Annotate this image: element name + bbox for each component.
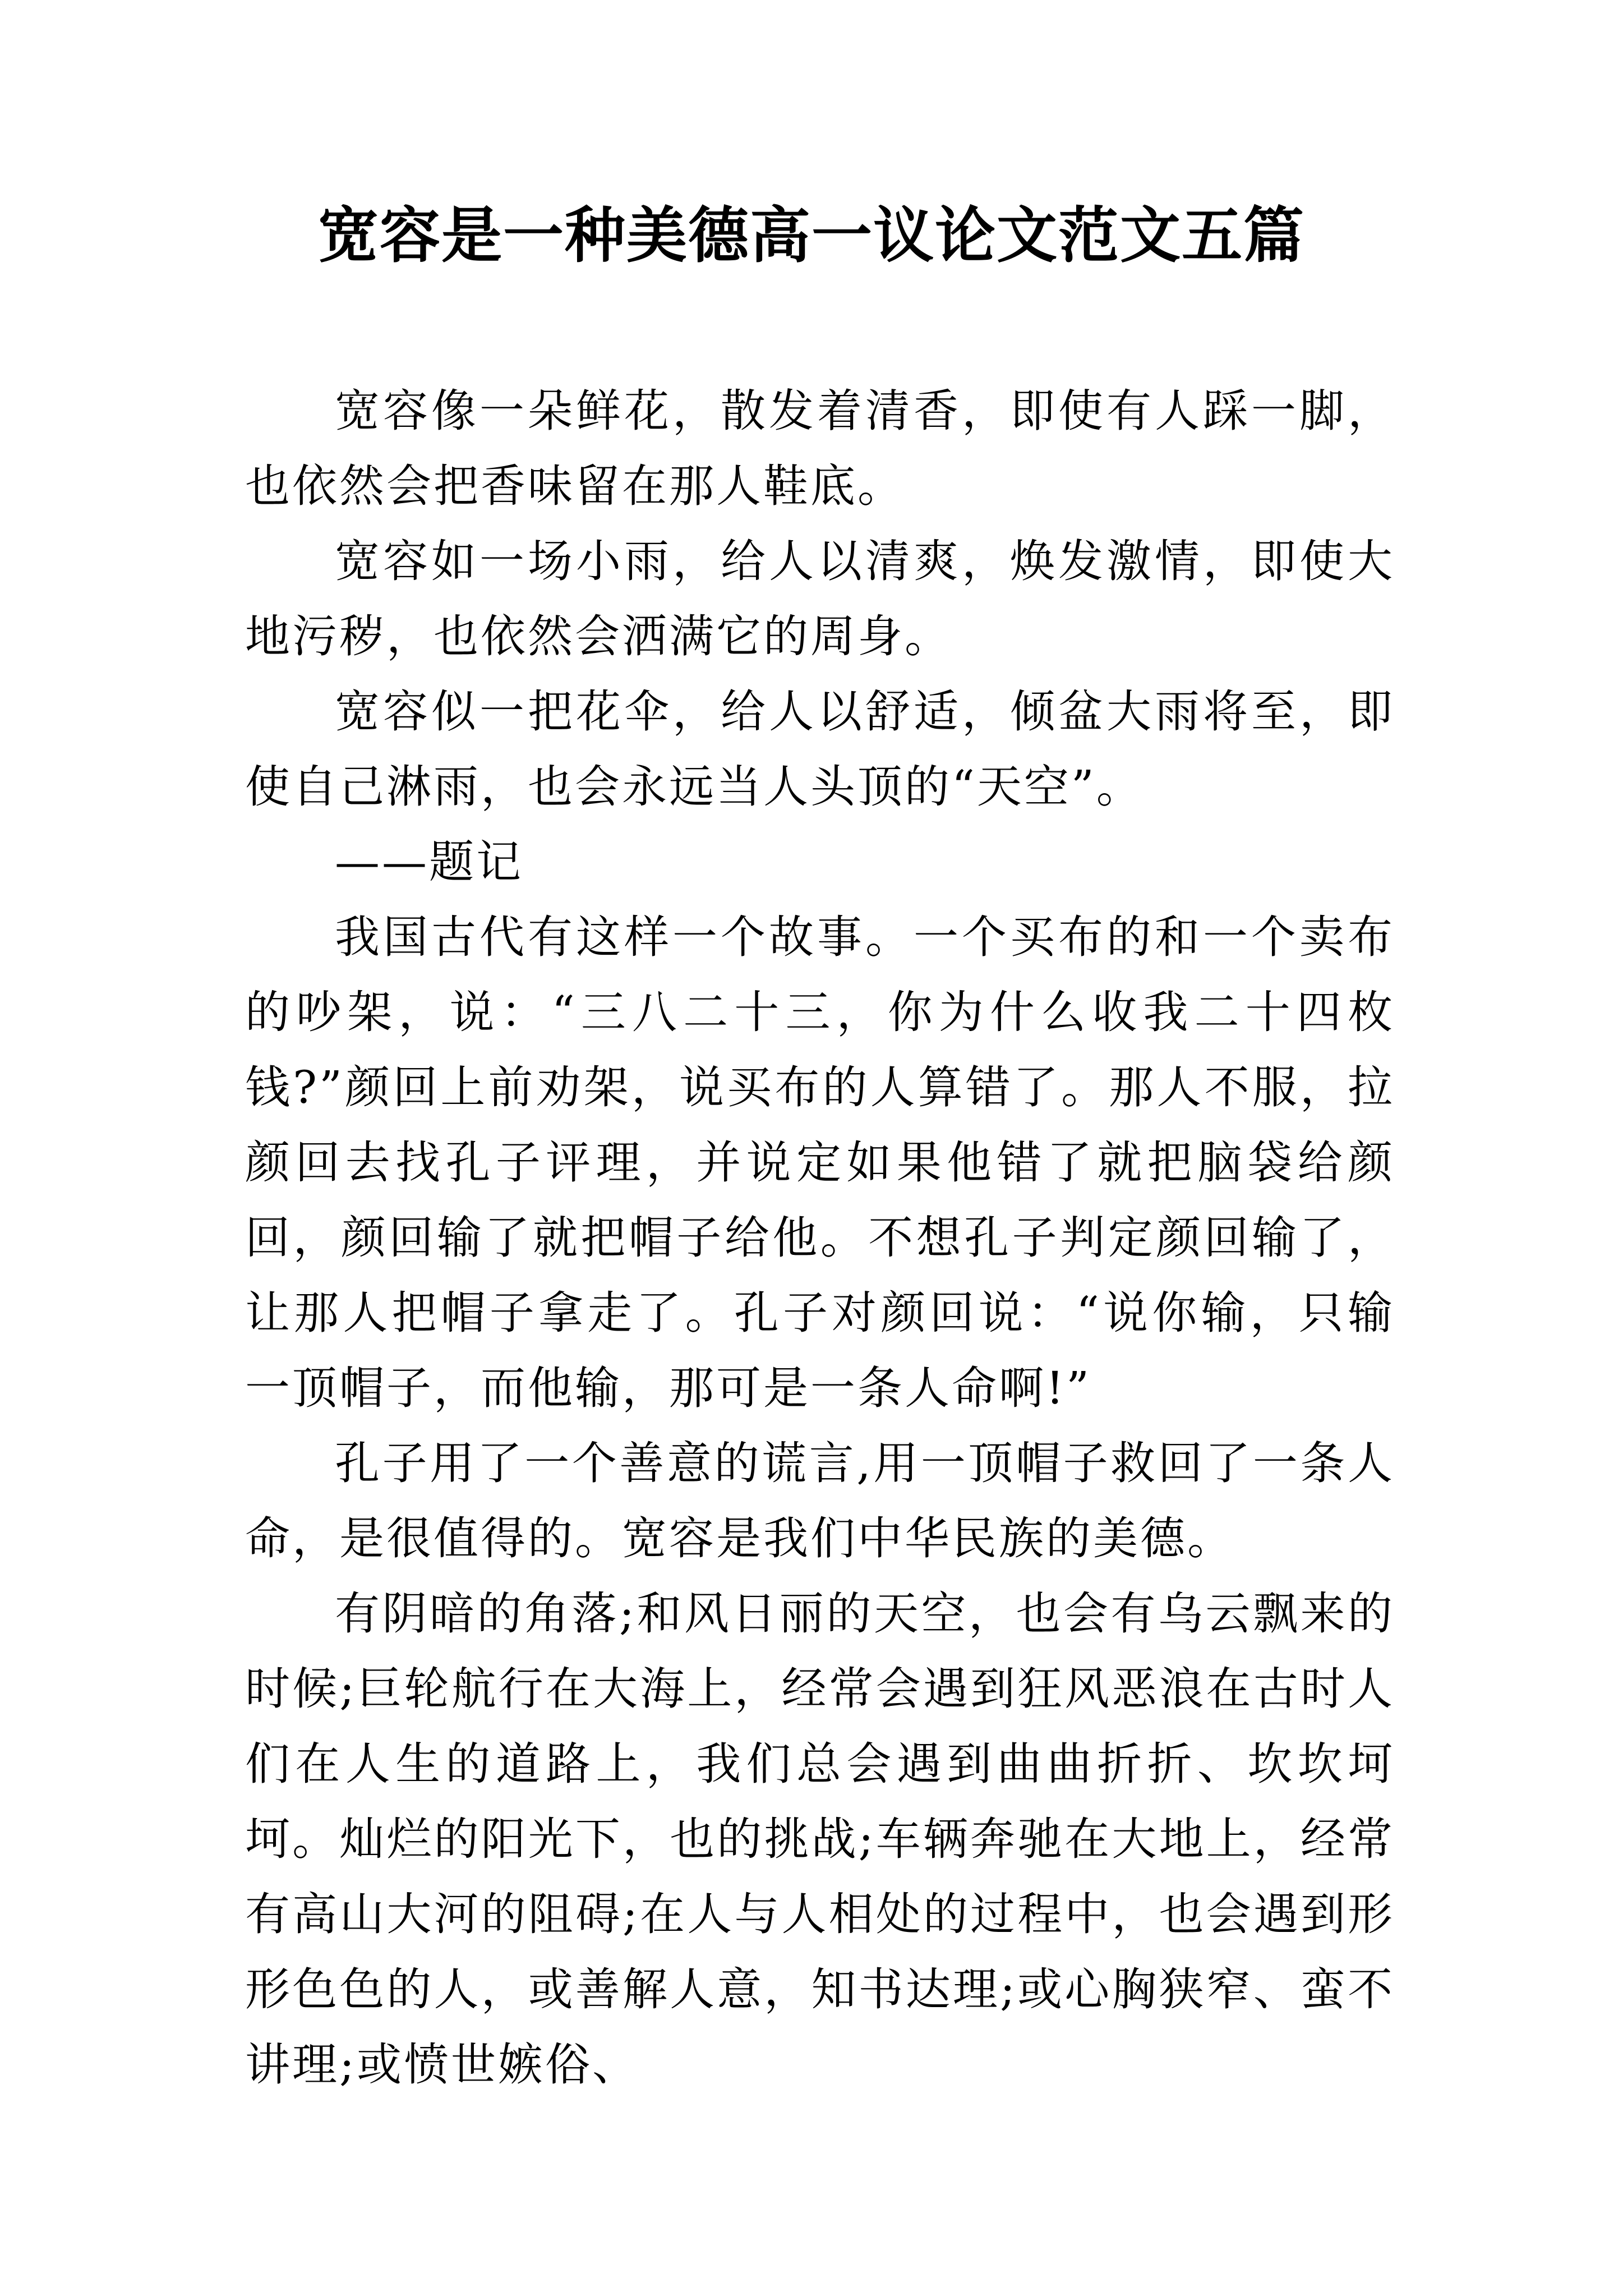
- paragraph: 宽容似一把花伞，给人以舒适，倾盆大雨将至，即使自己淋雨，也会永远当人头顶的“天空”。: [245, 685, 1395, 813]
- document-title: 宽容是一种美德高一议论文范文五篇: [317, 200, 1305, 271]
- paragraph: 有阴暗的角落;和风日丽的天空，也会有乌云飘来的时候;巨轮航行在大海上，经常会遇到狂风恶浪在古时人们在人生的道路上，我们总会遇到曲曲折折、坎坎坷坷。灿烂的阳光下，也的挑战;车辆奔驰在大地上，经常有高山大河的阻碍;在人与人相处的过程中，也会遇到形形色色的人，或善解人意，知书达理;或心胸狭窄、蛮不讲理;或愤世嫉俗、: [245, 1588, 1395, 2091]
- document-body: [245, 374, 1395, 2102]
- epigraph-attribution: ——题记: [335, 836, 523, 888]
- paragraph: 我国古代有这样一个故事。一个买布的和一个卖布的吵架，说：“三八二十三，你为什么收我二十四枚钱?”颜回上前劝架，说买布的人算错了。那人不服，拉颜回去找孔子评理，并说定如果他错了就把脑袋给颜回，颜回输了就把帽子给他。不想孔子判定颜回输了，让那人把帽子拿走了。孔子对颜回说：“说你输，只输一顶帽子，而他输，那可是一条人命啊!”: [245, 911, 1395, 1414]
- paragraph: 孔子用了一个善意的谎言,用一顶帽子救回了一条人命，是很值得的。宽容是我们中华民族的美德。: [245, 1437, 1395, 1565]
- paragraph: 宽容像一朵鲜花，散发着清香，即使有人踩一脚，也依然会把香味留在那人鞋底。: [245, 385, 1395, 512]
- paragraph: 宽容如一场小雨，给人以清爽，焕发激情，即使大地污秽，也依然会洒满它的周身。: [245, 535, 1395, 662]
